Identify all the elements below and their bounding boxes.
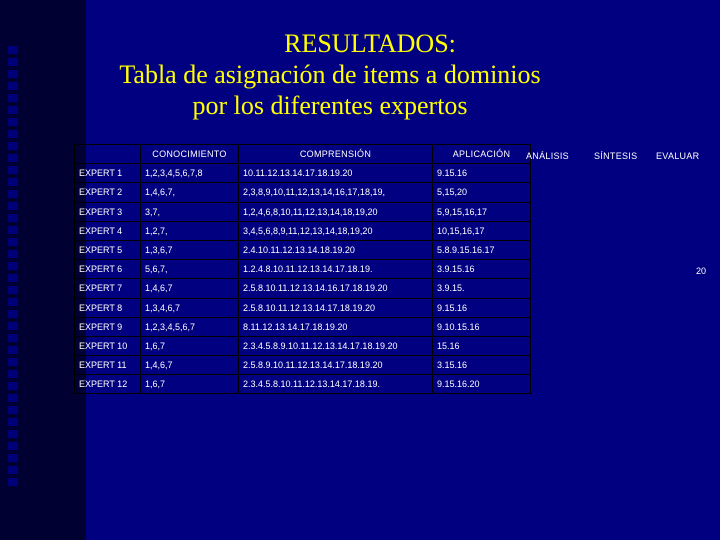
slide-title [70,28,590,121]
table-row [75,317,531,336]
side-square-pattern [6,46,20,486]
table-cell: 2,3,8,9,10,11,12,13,14,16,17,18,19, [239,183,433,202]
row-label: EXPERT 9 [75,317,141,336]
header-analisis: ANÁLISIS [526,151,569,161]
title-line-3: por los diferentes expertos [192,91,468,120]
table-cell: 3.9.15.16 [433,260,531,279]
table-cell: 5,15,20 [433,183,531,202]
row-label: EXPERT 5 [75,240,141,259]
table-cell: 9.10.15.16 [433,317,531,336]
table-cell: 2.5.8.9.10.11.12.13.14.17.18.19.20 [239,356,433,375]
table-cell: 3,7, [141,202,239,221]
table-cell: 5.8.9.15.16.17 [433,240,531,259]
row-label: EXPERT 11 [75,356,141,375]
table-cell: 1,2,7, [141,221,239,240]
row-label: EXPERT 12 [75,375,141,394]
table-cell: 1,3,4,6,7 [141,298,239,317]
table-row [75,240,531,259]
table-row [75,260,531,279]
table-row [75,279,531,298]
table-cell: 1,4,6,7 [141,279,239,298]
table-cell: 8.11.12.13.14.17.18.19.20 [239,317,433,336]
table-cell: 1,4,6,7, [141,183,239,202]
results-table [74,144,531,394]
table-cell: 2.4.10.11.12.13.14.18.19.20 [239,240,433,259]
row-label: EXPERT 2 [75,183,141,202]
table-row [75,202,531,221]
table-cell: 1,2,4,6,8,10,11,12,13,14,18,19,20 [239,202,433,221]
table-cell: 15.16 [433,336,531,355]
table-cell: 1,3,6,7 [141,240,239,259]
table-cell: 5,9,15,16,17 [433,202,531,221]
table-cell: 2.5.8.10.11.12.13.14.16.17.18.19.20 [239,279,433,298]
table-row [75,183,531,202]
header-aplicacion: APLICACIÓN [433,145,531,164]
table-row [75,356,531,375]
table-cell: 9.15.16 [433,298,531,317]
table-cell: 2.3.4.5.8.9.10.11.12.13.14.17.18.19.20 [239,336,433,355]
table-cell: 10.11.12.13.14.17.18.19.20 [239,164,433,183]
row-label: EXPERT 10 [75,336,141,355]
table-row [75,164,531,183]
table-cell: 9.15.16.20 [433,375,531,394]
row-label: EXPERT 4 [75,221,141,240]
table-cell: 5,6,7, [141,260,239,279]
table-row [75,375,531,394]
header-conocimiento: CONOCIMIENTO [141,145,239,164]
row-label: EXPERT 1 [75,164,141,183]
table-cell: 1,2,3,4,5,6,7 [141,317,239,336]
table-cell: 3,4,5,6,8,9,11,12,13,14,18,19,20 [239,221,433,240]
table-header-row [75,145,531,164]
row-label: EXPERT 8 [75,298,141,317]
title-line-1: RESULTADOS: [284,29,456,58]
row-label: EXPERT 7 [75,279,141,298]
title-line-2: Tabla de asignación de items a dominios [119,60,541,89]
header-comprension: COMPRENSIÓN [239,145,433,164]
table-cell: 10,15,16,17 [433,221,531,240]
table-cell: 3.9.15. [433,279,531,298]
header-evaluar: EVALUAR [656,151,700,161]
table-cell: 1.2.4.8.10.11.12.13.14.17.18.19. [239,260,433,279]
header-cell-empty [75,145,141,164]
table-cell: 3.15.16 [433,356,531,375]
row-label: EXPERT 3 [75,202,141,221]
row-label: EXPERT 6 [75,260,141,279]
table-cell: 1,6,7 [141,375,239,394]
table-cell: 1,4,6,7 [141,356,239,375]
stray-value: 20 [696,266,707,276]
table-row [75,336,531,355]
table-cell: 2.5.8.10.11.12.13.14.17.18.19.20 [239,298,433,317]
table-cell: 1,6,7 [141,336,239,355]
table-cell: 9.15.16 [433,164,531,183]
table-cell: 1,2,3,4,5,6,7,8 [141,164,239,183]
table-cell: 2.3.4.5.8.10.11.12.13.14.17.18.19. [239,375,433,394]
table-body [75,164,531,394]
table-row [75,298,531,317]
table-row [75,221,531,240]
header-sintesis: SÍNTESIS [594,151,638,161]
